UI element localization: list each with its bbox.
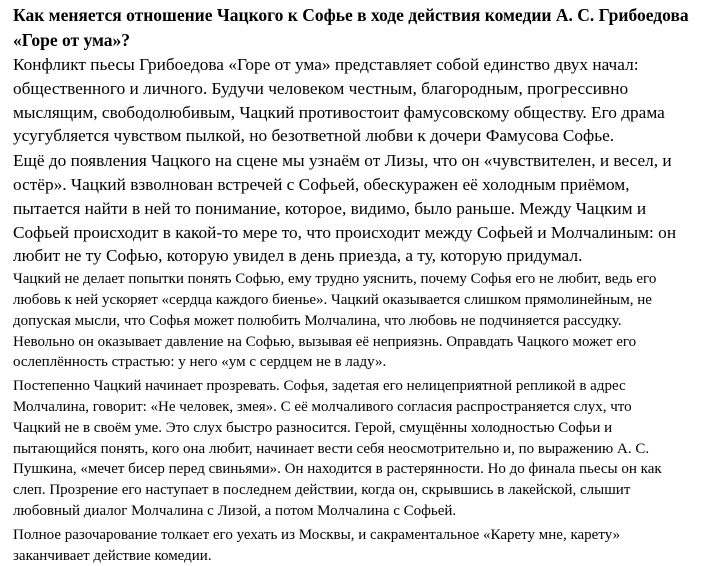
paragraph-understanding [13, 269, 718, 373]
text-line: Полное разочарование толкает его уехать из Москвы, и сакраментальное «Карету мне, карету» [13, 526, 621, 543]
text-line: Чацкий не в своём уме. Это слух быстро разносится. Герой, смущённы холодностью Софьи и [13, 419, 613, 436]
text-line: ослеплённость страстью: у него «ум с сердцем не в ладу». [13, 354, 387, 371]
document-title [13, 3, 718, 53]
text-line: любовный диалог Молчалина с Лизой, а потом Молчалина с Софьей. [13, 502, 457, 519]
text-line: любит не ту Софью, которую увидел в день приезда, а ту, которую придумал. [13, 246, 583, 266]
text-line: Ещё до появления Чацкого на сцене мы узнаём от Лизы, что он «чувствителен, и весел, и [13, 151, 672, 171]
title-line: Как меняется отношение Чацкого к Софье в ходе действия комедии А. С. Грибоедова [13, 5, 689, 25]
text-line: пытающийся понять, кого она любит, начинает вести себя неосмотрительно и, по выражению А. С. [13, 440, 650, 457]
text-line: Молчалина, говорит: «Не человек, змея». С её молчаливого согласия распространяется слух, что [13, 398, 632, 415]
text-line: остёр». Чацкий взволнован встречей с Софьей, обескуражен её холодным приёмом, [13, 174, 630, 194]
text-line: Чацкий не делает попытки понять Софью, ему трудно уяснить, почему Софья его не любит, ведь его [13, 271, 657, 288]
document-page [13, 0, 718, 566]
text-line: усугубляется чувством пылкой, но безответной любви к дочери Фамусова Софье. [13, 126, 615, 146]
text-line: мыслящим, свободолюбивым, Чацкий противостоит фамусовскому обществу. Его драма [13, 102, 665, 122]
text-line: общественного и личного. Будучи человеком честным, благородным, прогрессивно [13, 78, 629, 98]
title-line: «Горе от ума»? [13, 30, 131, 50]
text-line: пытается найти в ней то понимание, которое, видимо, было раньше. Между Чацким и [13, 198, 647, 218]
text-line: Постепенно Чацкий начинает прозревать. Софья, задетая его нелицеприятной репликой в адрес [13, 378, 626, 395]
paragraph-before-appearance [13, 149, 718, 268]
text-line: Софьей происходит в какой-то мере то, что происходит между Софьей и Молчалиным: он [13, 222, 677, 242]
text-line: заканчивает действие комедии. [13, 547, 212, 564]
text-line: любовь к ней ускоряет «сердца каждого биенье». Чацкий оказывается слишком прямолинейным, не [13, 291, 652, 308]
paragraph-disappointment [13, 525, 718, 566]
text-line: допуская мысли, что Софья может полюбить Молчалина, что любовь не подчиняется рассудку. [13, 312, 622, 329]
text-line: Невольно он оказывает давление на Софью, вызывая её неприязнь. Оправдать Чацкого может его [13, 333, 637, 350]
paragraph-insight [13, 376, 718, 522]
text-line: Пушкина, «мечет бисер перед свиньями». Он находится в растерянности. Но до финала пьесы он как [13, 461, 662, 478]
text-line: Конфликт пьесы Грибоедова «Горе от ума» представляет собой единство двух начал: [13, 55, 639, 74]
paragraph-conflict [13, 53, 718, 148]
text-line: слеп. Прозрение его наступает в последнем действии, когда он, скрывшись в лакейской, слышит [13, 482, 631, 499]
